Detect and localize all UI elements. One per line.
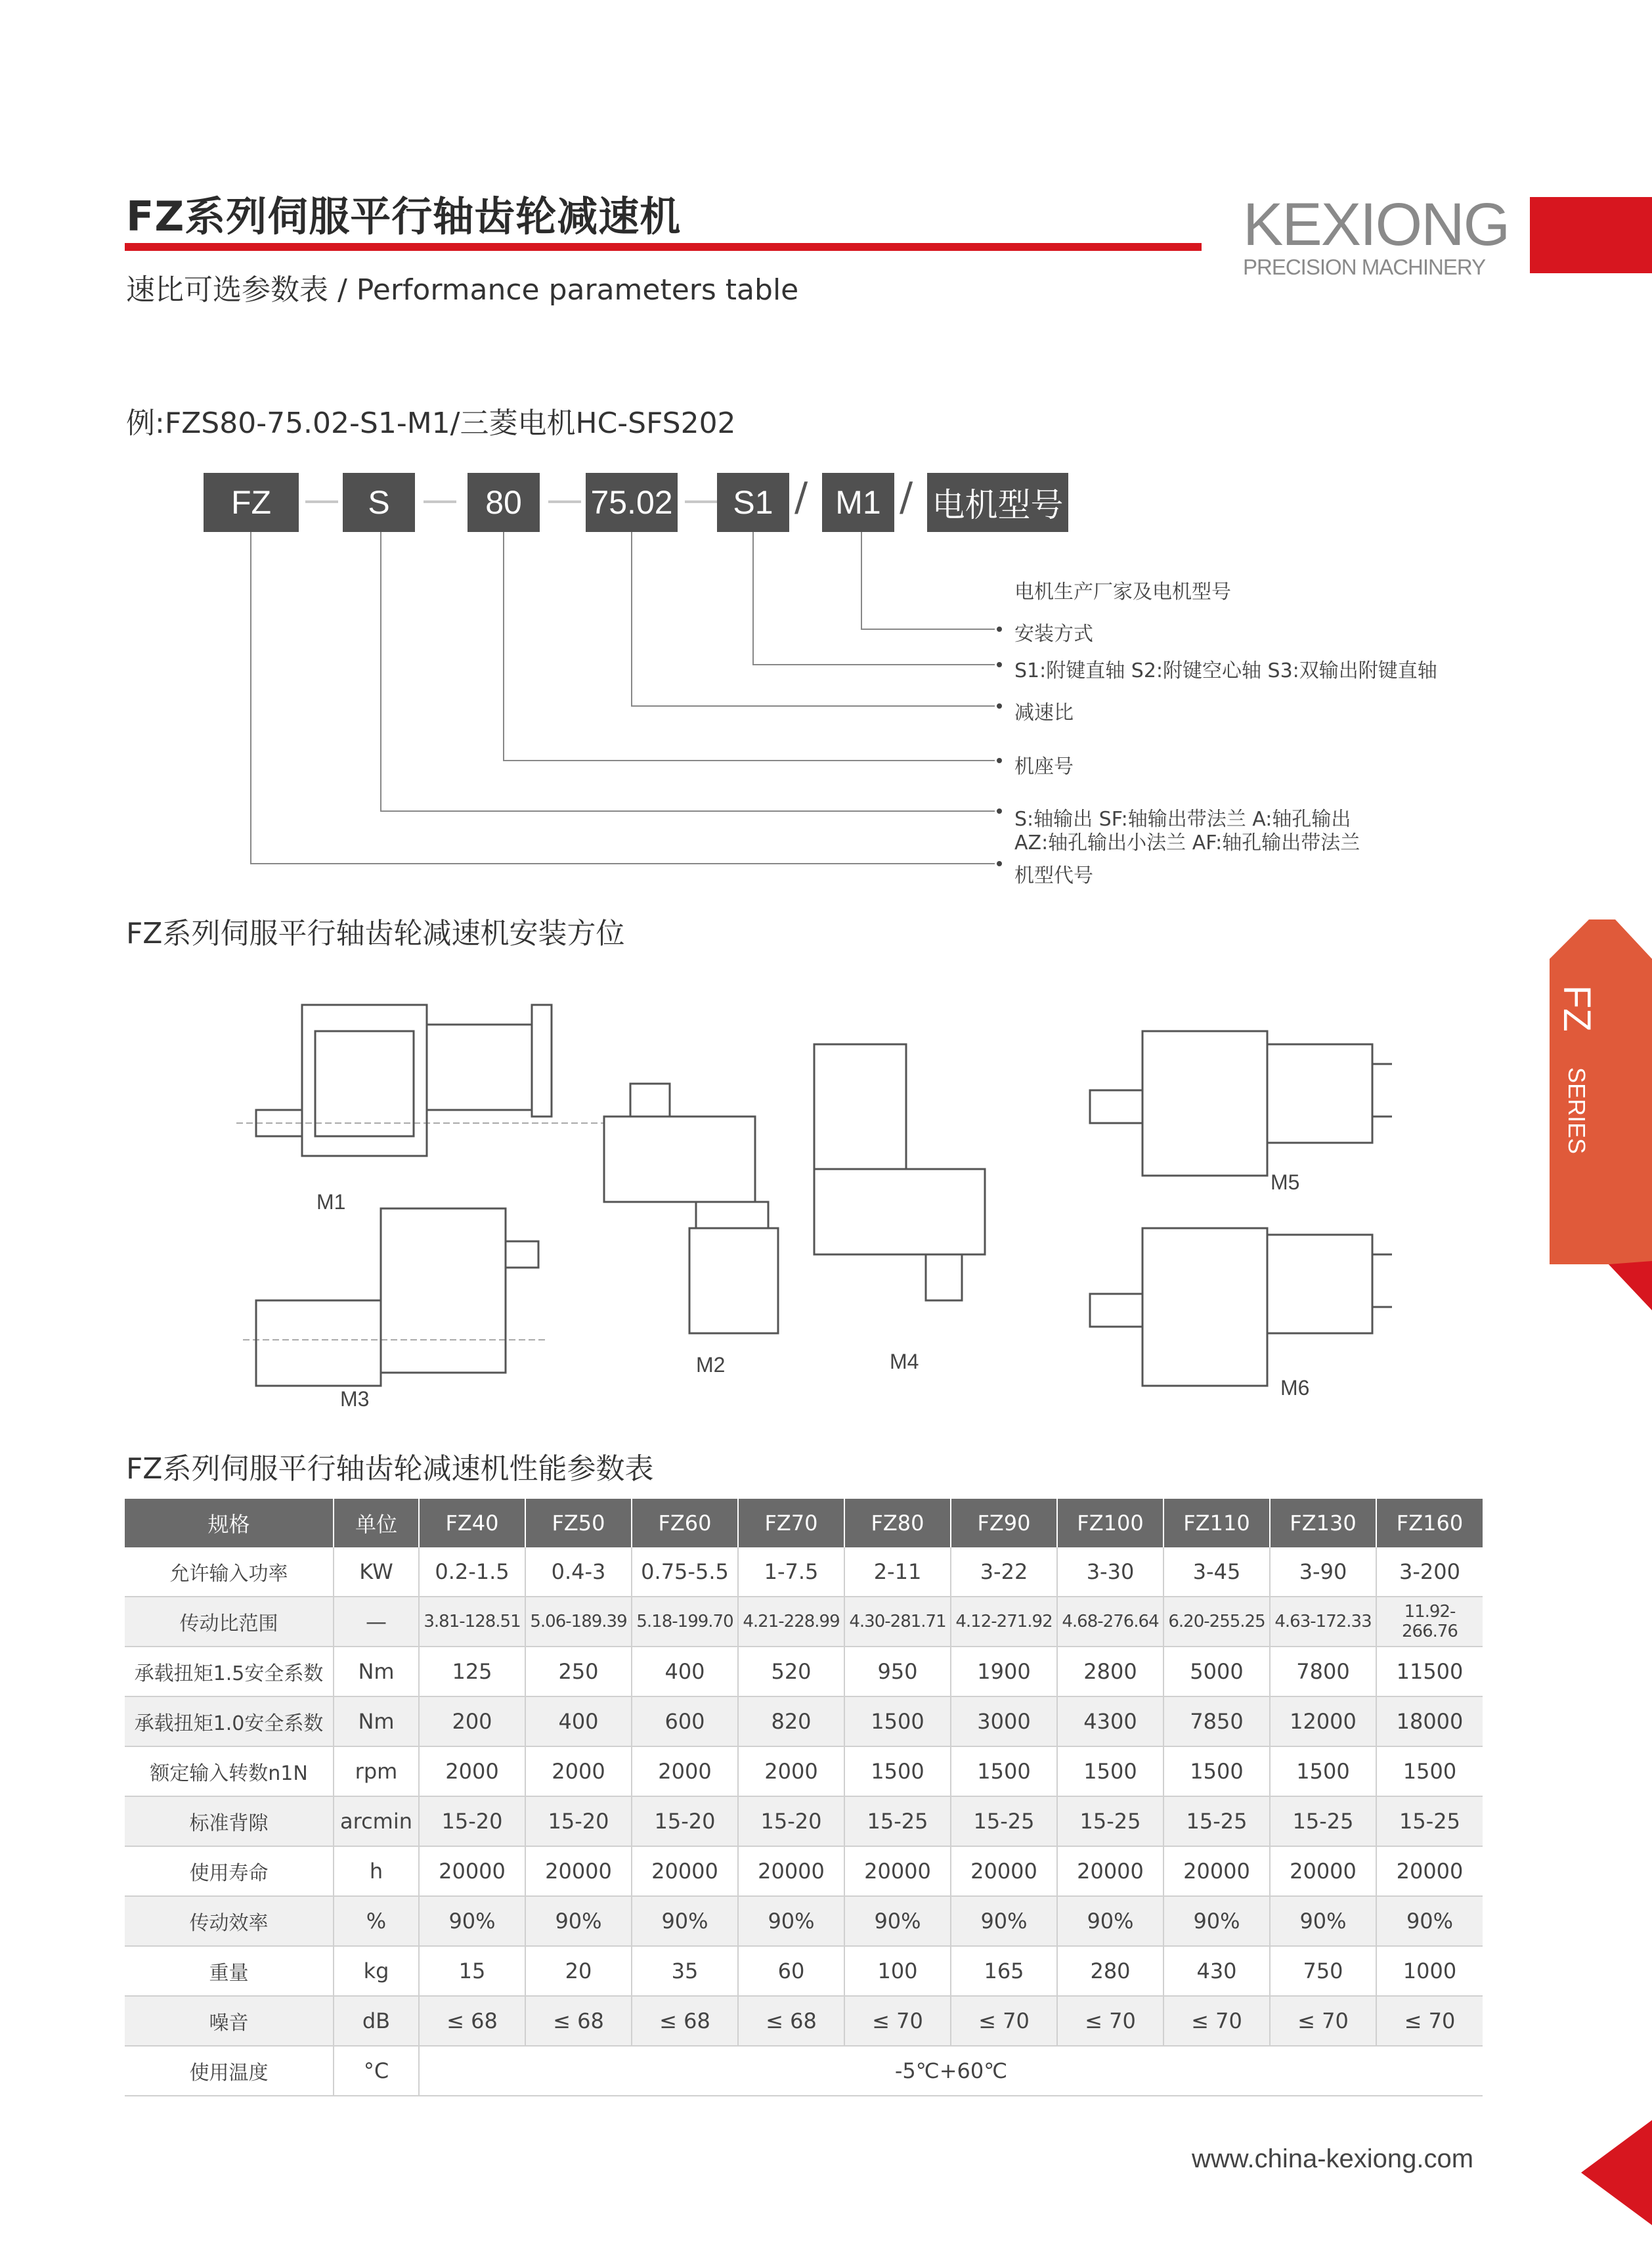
code-box-m1: M1 bbox=[822, 473, 894, 532]
table-row bbox=[125, 1597, 1483, 1647]
mount-label-m2: M2 bbox=[696, 1353, 726, 1377]
table-cell: 90% bbox=[525, 1896, 632, 1946]
model-example: 例:FZS80-75.02-S1-M1/三菱电机HC-SFS202 bbox=[126, 407, 736, 440]
table-cell: 15-20 bbox=[738, 1796, 844, 1846]
table-cell: 2000 bbox=[632, 1746, 738, 1796]
table-cell: -5℃+60℃ bbox=[419, 2046, 1483, 2096]
row-unit: °C bbox=[334, 2046, 419, 2096]
table-cell: 4.12-271.92 bbox=[951, 1597, 1057, 1647]
table-cell: 0.4-3 bbox=[525, 1547, 632, 1597]
table-cell: 3-22 bbox=[951, 1547, 1057, 1597]
code-slash: / bbox=[794, 474, 808, 520]
table-cell: 5.06-189.39 bbox=[525, 1597, 632, 1647]
table-cell: 90% bbox=[419, 1896, 525, 1946]
table-cell: ≤ 70 bbox=[1270, 1996, 1376, 2046]
table-cell: 90% bbox=[738, 1896, 844, 1946]
table-cell: 820 bbox=[738, 1696, 844, 1746]
table-cell: 1500 bbox=[844, 1696, 951, 1746]
table-cell: 15-25 bbox=[951, 1796, 1057, 1846]
page-title: FZ系列伺服平行轴齿轮减速机 bbox=[126, 192, 682, 240]
mount-m2-drawing bbox=[604, 1084, 778, 1333]
mount-label-m5: M5 bbox=[1271, 1170, 1300, 1194]
table-cell: 0.75-5.5 bbox=[632, 1547, 738, 1597]
table-cell: 4.68-276.64 bbox=[1057, 1597, 1163, 1647]
table-cell: 15 bbox=[419, 1946, 525, 1996]
table-cell: 280 bbox=[1057, 1946, 1163, 1996]
table-header-cell: FZ110 bbox=[1163, 1499, 1270, 1547]
row-label: 标准背隙 bbox=[125, 1796, 334, 1846]
table-cell: 20000 bbox=[844, 1846, 951, 1896]
table-cell: 3-30 bbox=[1057, 1547, 1163, 1597]
table-cell: 950 bbox=[844, 1647, 951, 1696]
table-header-cell: 单位 bbox=[334, 1499, 419, 1547]
table-cell: 2-11 bbox=[844, 1547, 951, 1597]
table-cell: 2000 bbox=[738, 1746, 844, 1796]
table-cell: 2800 bbox=[1057, 1647, 1163, 1696]
performance-title: FZ系列伺服平行轴齿轮减速机性能参数表 bbox=[126, 1452, 654, 1486]
mounting-diagrams bbox=[236, 985, 1392, 1419]
table-cell: 1500 bbox=[1376, 1746, 1483, 1796]
table-cell: 125 bbox=[419, 1647, 525, 1696]
mounting-title: FZ系列伺服平行轴齿轮减速机安装方位 bbox=[126, 917, 625, 950]
mount-m1-drawing bbox=[236, 1005, 604, 1156]
table-row bbox=[125, 1996, 1483, 2046]
table-cell: ≤ 68 bbox=[632, 1996, 738, 2046]
row-label: 噪音 bbox=[125, 1996, 334, 2046]
legend-output-1: S:轴输出 SF:轴输出带法兰 A:轴孔输出 bbox=[1014, 808, 1351, 831]
row-unit: h bbox=[334, 1846, 419, 1896]
table-cell: 0.2-1.5 bbox=[419, 1547, 525, 1597]
table-cell: ≤ 68 bbox=[738, 1996, 844, 2046]
row-label: 承载扭矩1.5安全系数 bbox=[125, 1647, 334, 1696]
table-cell: 90% bbox=[1270, 1896, 1376, 1946]
table-cell: 20000 bbox=[1163, 1846, 1270, 1896]
table-cell: 3-90 bbox=[1270, 1547, 1376, 1597]
table-cell: 11.92-266.76 bbox=[1376, 1597, 1483, 1647]
table-cell: 4.30-281.71 bbox=[844, 1597, 951, 1647]
code-box-s1: S1 bbox=[717, 473, 789, 532]
table-cell: 1500 bbox=[844, 1746, 951, 1796]
table-header-cell: FZ80 bbox=[844, 1499, 951, 1547]
table-cell: ≤ 70 bbox=[1376, 1996, 1483, 2046]
performance-table bbox=[125, 1499, 1483, 2096]
row-unit: arcmin bbox=[334, 1796, 419, 1846]
table-cell: 3-200 bbox=[1376, 1547, 1483, 1597]
table-cell: 20000 bbox=[738, 1846, 844, 1896]
legend-ratio: 减速比 bbox=[1014, 701, 1074, 724]
table-cell: 20000 bbox=[419, 1846, 525, 1896]
mount-m6-drawing bbox=[1090, 1228, 1392, 1386]
table-cell: 4.21-228.99 bbox=[738, 1597, 844, 1647]
table-cell: 1500 bbox=[1163, 1746, 1270, 1796]
website-url[interactable]: www.china-kexiong.com bbox=[1192, 2144, 1474, 2173]
table-cell: 90% bbox=[951, 1896, 1057, 1946]
table-cell: 35 bbox=[632, 1946, 738, 1996]
table-header-cell: FZ160 bbox=[1376, 1499, 1483, 1547]
row-unit: Nm bbox=[334, 1647, 419, 1696]
table-cell: 15-25 bbox=[1163, 1796, 1270, 1846]
table-cell: 90% bbox=[632, 1896, 738, 1946]
table-cell: 90% bbox=[1163, 1896, 1270, 1946]
table-cell: ≤ 70 bbox=[951, 1996, 1057, 2046]
table-cell: 90% bbox=[1376, 1896, 1483, 1946]
mount-m4-drawing bbox=[814, 1044, 985, 1300]
table-cell: 520 bbox=[738, 1647, 844, 1696]
row-unit: — bbox=[334, 1597, 419, 1647]
row-unit: rpm bbox=[334, 1746, 419, 1796]
table-cell: 600 bbox=[632, 1696, 738, 1746]
legend-motor: 电机生产厂家及电机型号 bbox=[1014, 581, 1231, 604]
row-label: 使用寿命 bbox=[125, 1846, 334, 1896]
table-cell: 18000 bbox=[1376, 1696, 1483, 1746]
brand-logo-subtitle: PRECISION MACHINERY bbox=[1243, 255, 1486, 279]
table-row bbox=[125, 1846, 1483, 1896]
table-cell: 15-25 bbox=[1270, 1796, 1376, 1846]
table-cell: 250 bbox=[525, 1647, 632, 1696]
table-cell: 2000 bbox=[525, 1746, 632, 1796]
row-unit: % bbox=[334, 1896, 419, 1946]
table-cell: 20000 bbox=[951, 1846, 1057, 1896]
mount-label-m3: M3 bbox=[340, 1387, 370, 1411]
table-cell: 750 bbox=[1270, 1946, 1376, 1996]
code-box-80: 80 bbox=[467, 473, 540, 532]
table-cell: 20000 bbox=[1057, 1846, 1163, 1896]
table-cell: 5000 bbox=[1163, 1647, 1270, 1696]
row-label: 承载扭矩1.0安全系数 bbox=[125, 1696, 334, 1746]
table-cell: 430 bbox=[1163, 1946, 1270, 1996]
code-box-s: S bbox=[343, 473, 415, 532]
code-slash: / bbox=[900, 474, 913, 520]
table-cell: 1500 bbox=[1270, 1746, 1376, 1796]
table-cell: 15-25 bbox=[844, 1796, 951, 1846]
row-unit: Nm bbox=[334, 1696, 419, 1746]
table-row bbox=[125, 1796, 1483, 1846]
mount-label-m4: M4 bbox=[890, 1350, 919, 1373]
table-cell: 1-7.5 bbox=[738, 1547, 844, 1597]
table-header-row bbox=[125, 1499, 1483, 1547]
row-unit: kg bbox=[334, 1946, 419, 1996]
table-cell: 1500 bbox=[951, 1746, 1057, 1796]
table-header-cell: FZ50 bbox=[525, 1499, 632, 1547]
table-cell: 2000 bbox=[419, 1746, 525, 1796]
table-row bbox=[125, 1547, 1483, 1597]
table-cell: 11500 bbox=[1376, 1647, 1483, 1696]
table-cell: 90% bbox=[1057, 1896, 1163, 1946]
table-header-cell: FZ130 bbox=[1270, 1499, 1376, 1547]
table-row bbox=[125, 1946, 1483, 1996]
table-cell: 1500 bbox=[1057, 1746, 1163, 1796]
table-header-cell: 规格 bbox=[125, 1499, 334, 1547]
table-cell: 400 bbox=[632, 1647, 738, 1696]
table-row bbox=[125, 2046, 1483, 2096]
table-cell: 3.81-128.51 bbox=[419, 1597, 525, 1647]
row-label: 额定输入转数n1N bbox=[125, 1746, 334, 1796]
table-cell: 7800 bbox=[1270, 1647, 1376, 1696]
table-cell: 3-45 bbox=[1163, 1547, 1270, 1597]
table-cell: 60 bbox=[738, 1946, 844, 1996]
legend-type: 机型代号 bbox=[1014, 864, 1093, 887]
series-tab-sub: SERIES bbox=[1563, 1067, 1590, 1155]
page-arrow-icon bbox=[1581, 2120, 1652, 2225]
table-cell: 1900 bbox=[951, 1647, 1057, 1696]
table-cell: 100 bbox=[844, 1946, 951, 1996]
table-cell: 90% bbox=[844, 1896, 951, 1946]
table-cell: 15-25 bbox=[1376, 1796, 1483, 1846]
mount-m5-drawing bbox=[1090, 1031, 1392, 1176]
table-cell: 15-20 bbox=[525, 1796, 632, 1846]
table-cell: 4300 bbox=[1057, 1696, 1163, 1746]
row-label: 允许输入功率 bbox=[125, 1547, 334, 1597]
table-row bbox=[125, 1696, 1483, 1746]
table-header-cell: FZ70 bbox=[738, 1499, 844, 1547]
row-label: 使用温度 bbox=[125, 2046, 334, 2096]
legend-mount: 安装方式 bbox=[1014, 623, 1093, 646]
table-header-cell: FZ90 bbox=[951, 1499, 1057, 1547]
table-cell: ≤ 70 bbox=[1163, 1996, 1270, 2046]
table-cell: 15-20 bbox=[632, 1796, 738, 1846]
table-row bbox=[125, 1746, 1483, 1796]
table-header-cell: FZ40 bbox=[419, 1499, 525, 1547]
table-row bbox=[125, 1896, 1483, 1946]
legend-frame: 机座号 bbox=[1014, 755, 1074, 778]
row-unit: KW bbox=[334, 1547, 419, 1597]
code-box-fz: FZ bbox=[204, 473, 299, 532]
mount-m3-drawing bbox=[243, 1208, 545, 1386]
table-cell: ≤ 68 bbox=[525, 1996, 632, 2046]
table-cell: 6.20-255.25 bbox=[1163, 1597, 1270, 1647]
page-subtitle: 速比可选参数表 / Performance parameters table bbox=[126, 273, 799, 307]
table-row bbox=[125, 1647, 1483, 1696]
legend-output-2: AZ:轴孔输出小法兰 AF:轴孔输出带法兰 bbox=[1014, 831, 1360, 854]
table-cell: 1000 bbox=[1376, 1946, 1483, 1996]
table-cell: 7850 bbox=[1163, 1696, 1270, 1746]
table-cell: 400 bbox=[525, 1696, 632, 1746]
table-cell: 165 bbox=[951, 1946, 1057, 1996]
brand-logo: KEXIONG bbox=[1243, 191, 1510, 258]
mount-label-m6: M6 bbox=[1280, 1376, 1310, 1400]
row-unit: dB bbox=[334, 1996, 419, 2046]
table-cell: 200 bbox=[419, 1696, 525, 1746]
table-cell: 15-20 bbox=[419, 1796, 525, 1846]
table-header-cell: FZ60 bbox=[632, 1499, 738, 1547]
table-cell: 4.63-172.33 bbox=[1270, 1597, 1376, 1647]
row-label: 传动比范围 bbox=[125, 1597, 334, 1647]
table-cell: 20000 bbox=[1376, 1846, 1483, 1896]
code-box-motor: 电机型号 bbox=[927, 473, 1068, 532]
code-box-ratio: 75.02 bbox=[586, 473, 678, 532]
row-label: 传动效率 bbox=[125, 1896, 334, 1946]
table-cell: ≤ 70 bbox=[844, 1996, 951, 2046]
table-cell: 20 bbox=[525, 1946, 632, 1996]
legend-shaft: S1:附键直轴 S2:附键空心轴 S3:双输出附键直轴 bbox=[1014, 659, 1437, 682]
table-cell: 12000 bbox=[1270, 1696, 1376, 1746]
table-cell: ≤ 68 bbox=[419, 1996, 525, 2046]
table-cell: 20000 bbox=[632, 1846, 738, 1896]
series-tab-main: FZ bbox=[1555, 985, 1598, 1032]
table-cell: 20000 bbox=[1270, 1846, 1376, 1896]
table-cell: 5.18-199.70 bbox=[632, 1597, 738, 1647]
mount-label-m1: M1 bbox=[316, 1190, 346, 1214]
table-cell: 15-25 bbox=[1057, 1796, 1163, 1846]
table-cell: 20000 bbox=[525, 1846, 632, 1896]
row-label: 重量 bbox=[125, 1946, 334, 1996]
table-cell: ≤ 70 bbox=[1057, 1996, 1163, 2046]
table-header-cell: FZ100 bbox=[1057, 1499, 1163, 1547]
table-cell: 3000 bbox=[951, 1696, 1057, 1746]
